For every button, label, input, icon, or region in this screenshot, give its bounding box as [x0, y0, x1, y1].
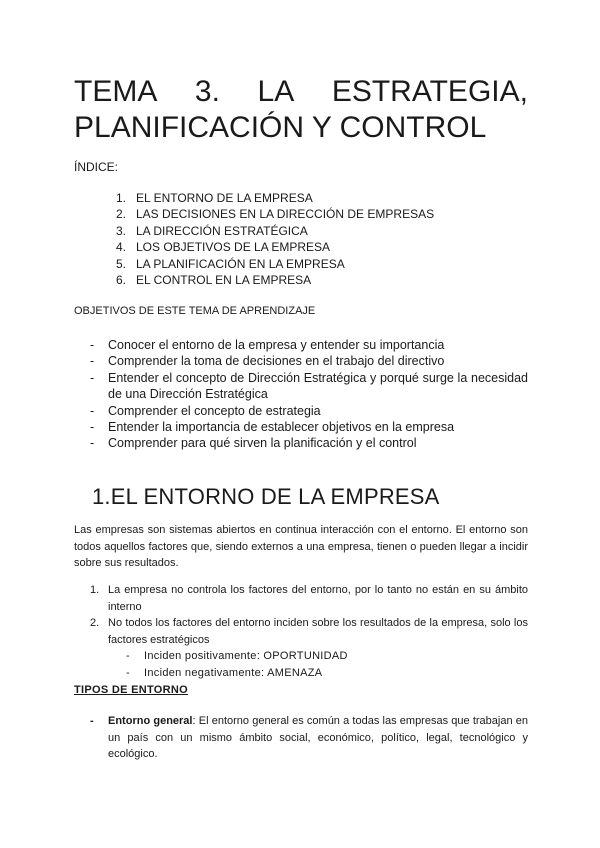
- sub-item-text: Inciden negativamente: AMENAZA: [144, 666, 323, 679]
- objective-item: [90, 370, 528, 403]
- objective-item: [90, 353, 528, 369]
- objectives-heading: OBJETIVOS DE ESTE TEMA DE APRENDIZAJE: [74, 305, 316, 317]
- page-title: [74, 74, 528, 146]
- sub-list-wrapper: [90, 648, 528, 681]
- section-point: [90, 615, 528, 648]
- dash-bullet: -: [90, 436, 95, 451]
- index-item-number: 2.: [115, 207, 126, 222]
- index-item-text: EL ENTORNO DE LA EMPRESA: [136, 191, 313, 205]
- objective-text: Entender la importancia de establecer objetivos en la empresa: [108, 420, 455, 435]
- objective-text: Comprender el concepto de estrategia: [108, 403, 321, 418]
- index-item: [108, 223, 434, 239]
- objective-item: [90, 419, 528, 435]
- index-item: [108, 239, 434, 255]
- title-line-2: PLANIFICACIÓN Y CONTROL: [74, 111, 487, 144]
- objective-text: Entender el concepto de Dirección Estratégica y porqué surge la necesidad de una Dirección Estratégica: [108, 370, 528, 402]
- general-environment-label: Entorno general: [108, 715, 193, 727]
- title-word: ESTRATEGIA,: [331, 75, 528, 108]
- title-line-1: [74, 74, 528, 110]
- general-environment-item: [90, 713, 528, 763]
- dash-bullet: -: [90, 715, 94, 727]
- section-heading: 1.EL ENTORNO DE LA EMPRESA: [92, 484, 440, 509]
- general-environment-text: [108, 713, 528, 763]
- objective-item: [90, 403, 528, 419]
- index-item-number: 4.: [115, 240, 126, 255]
- objectives-list: [90, 337, 528, 452]
- index-heading: ÍNDICE:: [74, 160, 119, 174]
- index-item-number: 3.: [115, 223, 126, 238]
- objective-text: Comprender para qué sirven la planificación y el control: [108, 436, 417, 451]
- types-heading: TIPOS DE ENTORNO: [74, 684, 188, 696]
- index-item-number: 1.: [115, 191, 126, 205]
- point-number: 1.: [90, 584, 100, 596]
- objective-text: Comprender la toma de decisiones en el trabajo del directivo: [108, 354, 445, 369]
- dash-bullet: -: [90, 403, 95, 418]
- index-item: [108, 206, 434, 222]
- index-item-number: 5.: [115, 256, 126, 271]
- section-intro: Las empresas son sistemas abiertos en continua interacción con el entorno. El entorno son todos aquellos factores que, siendo externos a una empresa, tienen o pueden llegar a incidir sobre sus resultados.: [74, 524, 528, 569]
- index-item: [108, 190, 434, 206]
- title-word: TEMA: [74, 75, 158, 108]
- objective-text: Conocer el entorno de la empresa y entender su importancia: [108, 338, 445, 352]
- sub-item: [90, 665, 528, 682]
- index-item-number: 6.: [115, 273, 126, 288]
- dash-bullet: -: [90, 420, 95, 435]
- section-points: [90, 582, 528, 681]
- index-item: [108, 272, 434, 288]
- index-item-text: LAS DECISIONES EN LA DIRECCIÓN DE EMPRESAS: [136, 207, 435, 222]
- dash-bullet: -: [126, 666, 130, 679]
- point-text: La empresa no controla los factores del entorno, por lo tanto no están en su ámbito interno: [108, 584, 528, 613]
- title-word: LA: [257, 75, 295, 108]
- dash-bullet: -: [126, 650, 130, 662]
- sub-item-text: Inciden positivamente: OPORTUNIDAD: [144, 650, 348, 662]
- point-number: 2.: [90, 617, 100, 629]
- index-item: [108, 256, 434, 272]
- index-list: [108, 190, 434, 288]
- dash-bullet: -: [90, 370, 95, 385]
- index-item-text: LOS OBJETIVOS DE LA EMPRESA: [136, 240, 331, 255]
- section-point: [90, 582, 528, 615]
- index-item-text: LA DIRECCIÓN ESTRATÉGICA: [136, 223, 308, 238]
- objective-item: [90, 435, 528, 451]
- dash-bullet: -: [90, 338, 95, 352]
- general-environment-desc: : El entorno general es común a todas las empresas que trabajan en un país con un mismo ámbito social, económico, político, legal, tecnológico y ecológico.: [108, 715, 529, 760]
- dash-bullet: -: [90, 354, 95, 369]
- point-text: No todos los factores del entorno inciden sobre los resultados de la empresa, solo los factores estratégicos: [108, 617, 528, 646]
- title-word: 3.: [194, 75, 220, 108]
- sub-list: [90, 648, 528, 681]
- sub-item: [90, 648, 528, 665]
- index-item-text: LA PLANIFICACIÓN EN LA EMPRESA: [136, 256, 345, 271]
- objective-item: [90, 337, 528, 353]
- index-item-text: EL CONTROL EN LA EMPRESA: [136, 273, 312, 288]
